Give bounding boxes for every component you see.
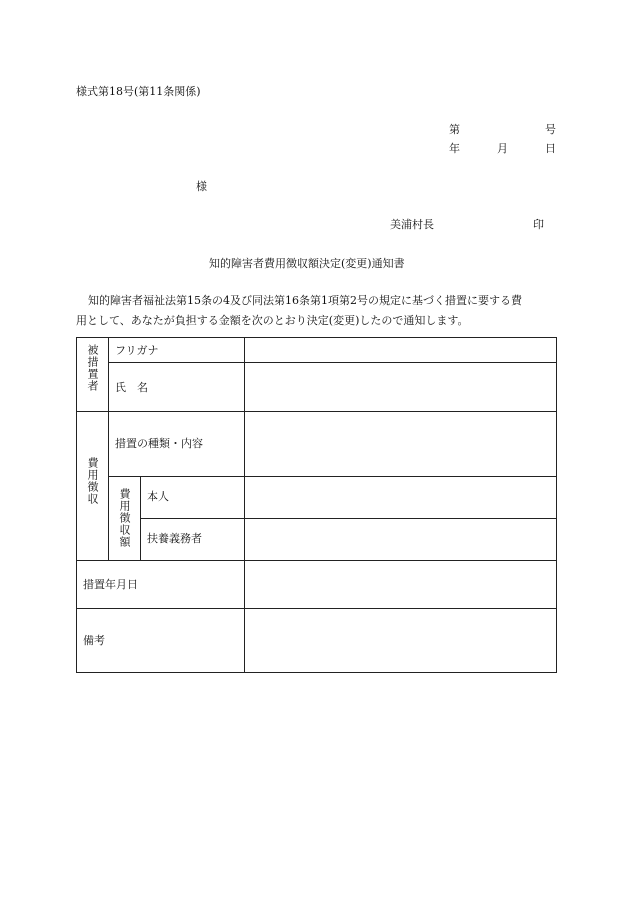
body-text-line-1: 知的障害者福祉法第15条の4及び同法第16条第1項第2号の規定に基づく措置に要する費 <box>88 294 522 307</box>
name-label: 氏 名 <box>115 381 148 394</box>
date-month-label: 月 <box>497 142 508 155</box>
supporter-amount-value-cell[interactable] <box>245 519 555 560</box>
supporter-label: 扶養義務者 <box>147 532 202 545</box>
furigana-value-cell[interactable] <box>245 338 555 362</box>
body-text-line-2: 用として、あなたが負担する金額を次のとおり決定(変更)したので通知します。 <box>76 314 469 327</box>
issuer-name: 美浦村長 <box>390 218 434 231</box>
number-dai-label: 第 <box>449 123 460 136</box>
self-amount-value-cell[interactable] <box>245 477 555 518</box>
self-label: 本人 <box>147 490 169 503</box>
date-day-label: 日 <box>545 142 556 155</box>
remarks-label: 備考 <box>83 634 105 647</box>
remarks-value-cell[interactable] <box>245 609 555 672</box>
furigana-label: フリガナ <box>115 344 159 357</box>
measure-type-label: 措置の種類・内容 <box>115 437 203 450</box>
addressee-suffix: 様 <box>196 180 207 193</box>
measure-date-value-cell[interactable] <box>245 561 555 608</box>
sub-group-amount-label: 費用徴収額 <box>118 488 131 548</box>
document-title: 知的障害者費用徴収額決定(変更)通知書 <box>209 257 405 270</box>
number-go-label: 号 <box>545 123 556 136</box>
date-year-label: 年 <box>449 142 460 155</box>
name-value-cell[interactable] <box>245 363 555 411</box>
measure-type-value-cell[interactable] <box>245 412 555 476</box>
group-cost-label: 費用徴収 <box>86 457 99 505</box>
form-number: 様式第18号(第11条関係) <box>76 85 201 98</box>
seal-mark: 印 <box>533 218 544 231</box>
group-person-label: 被措置者 <box>86 344 99 392</box>
measure-date-label: 措置年月日 <box>83 578 138 591</box>
